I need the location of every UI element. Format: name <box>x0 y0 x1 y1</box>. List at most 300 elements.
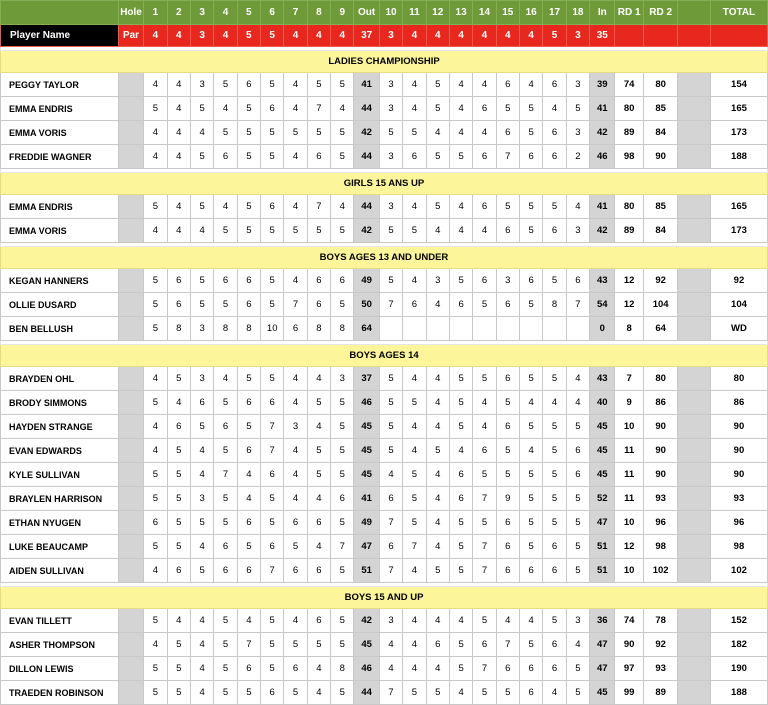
rd1-score: 11 <box>615 487 643 511</box>
player-row <box>1 559 768 583</box>
hole-score <box>449 317 472 341</box>
hole-score: 6 <box>237 293 260 317</box>
hole-score: 5 <box>214 681 237 705</box>
player-name: EMMA ENDRIS <box>1 195 119 219</box>
total-score: 90 <box>710 463 767 487</box>
hole-score: 4 <box>449 121 472 145</box>
hole-score: 6 <box>473 97 496 121</box>
hole-score: 4 <box>426 463 449 487</box>
hole-score: 6 <box>214 145 237 169</box>
hole-score: 5 <box>144 269 167 293</box>
hole-score: 5 <box>307 391 330 415</box>
in-score: 40 <box>590 391 615 415</box>
hole-score: 5 <box>473 367 496 391</box>
hole-score: 4 <box>190 609 213 633</box>
hole-score: 5 <box>449 145 472 169</box>
rd1-score: 89 <box>615 219 643 243</box>
hole-score: 3 <box>566 121 589 145</box>
hole-score: 4 <box>403 367 426 391</box>
hole-score: 4 <box>190 219 213 243</box>
rd1-score: 74 <box>615 73 643 97</box>
hole-score: 4 <box>144 219 167 243</box>
total-score: 90 <box>710 415 767 439</box>
hole-score: 6 <box>543 219 566 243</box>
hole-score: 3 <box>566 219 589 243</box>
rd2-score: 80 <box>643 367 678 391</box>
par-spacer <box>118 97 143 121</box>
hole-score: 5 <box>426 439 449 463</box>
hole-score: 4 <box>237 463 260 487</box>
hole-score: 6 <box>167 269 190 293</box>
rd1-score: 80 <box>615 195 643 219</box>
out-score: 51 <box>354 559 379 583</box>
hole-score: 2 <box>566 145 589 169</box>
blank-cell <box>678 511 711 535</box>
in-label: In <box>590 1 615 25</box>
blank-cell <box>678 609 711 633</box>
total-score: 93 <box>710 487 767 511</box>
hole-score: 4 <box>331 97 354 121</box>
player-row <box>1 535 768 559</box>
hole-score: 5 <box>449 269 472 293</box>
hole-score: 5 <box>379 391 402 415</box>
hole-score: 6 <box>496 415 519 439</box>
rd2-score: 90 <box>643 415 678 439</box>
hole-score: 5 <box>331 145 354 169</box>
par-value: 3 <box>190 25 213 47</box>
rd2-score: 102 <box>643 559 678 583</box>
hole-score: 4 <box>426 609 449 633</box>
hole-score: 5 <box>379 367 402 391</box>
hole-score: 5 <box>307 439 330 463</box>
player-name: BRAYDEN OHL <box>1 367 119 391</box>
hole-score: 4 <box>403 195 426 219</box>
hole-score <box>520 317 543 341</box>
hole-score: 6 <box>284 317 307 341</box>
hole-score: 5 <box>403 219 426 243</box>
hole-score: 6 <box>307 145 330 169</box>
par-blank <box>615 25 643 47</box>
hole-score: 5 <box>261 633 284 657</box>
blank-cell <box>678 415 711 439</box>
header-blank <box>1 1 119 25</box>
par-spacer <box>118 269 143 293</box>
rd2-score: 85 <box>643 97 678 121</box>
hole-score: 6 <box>566 463 589 487</box>
hole-score: 6 <box>520 145 543 169</box>
hole-score: 4 <box>144 73 167 97</box>
hole-score <box>403 317 426 341</box>
rd1-score: 74 <box>615 609 643 633</box>
hole-score: 5 <box>331 121 354 145</box>
hole-score: 4 <box>520 439 543 463</box>
hole-score: 5 <box>214 609 237 633</box>
par-value: 4 <box>520 25 543 47</box>
hole-score: 7 <box>379 681 402 705</box>
out-label: Out <box>354 1 379 25</box>
par-spacer <box>118 511 143 535</box>
hole-score: 4 <box>144 633 167 657</box>
rd1-score: 12 <box>615 269 643 293</box>
hole-score: 5 <box>543 463 566 487</box>
hole-score: 4 <box>284 609 307 633</box>
par-value: 4 <box>449 25 472 47</box>
in-score: 43 <box>590 269 615 293</box>
rd1-score: 10 <box>615 415 643 439</box>
hole-score: 6 <box>543 535 566 559</box>
blank-cell <box>678 633 711 657</box>
hole-score: 6 <box>261 391 284 415</box>
hole-score: 4 <box>144 145 167 169</box>
hole-score: 3 <box>566 73 589 97</box>
in-score: 47 <box>590 511 615 535</box>
rd1-score: 90 <box>615 633 643 657</box>
rd1-score: 11 <box>615 439 643 463</box>
total-score: 92 <box>710 269 767 293</box>
total-score: 86 <box>710 391 767 415</box>
hole-score: 4 <box>473 415 496 439</box>
par-value: 4 <box>214 25 237 47</box>
rd1-score: 10 <box>615 559 643 583</box>
total-score: WD <box>710 317 767 341</box>
par-spacer <box>118 391 143 415</box>
hole-score: 8 <box>331 317 354 341</box>
in-score: 0 <box>590 317 615 341</box>
out-score: 44 <box>354 145 379 169</box>
par-value: 5 <box>237 25 260 47</box>
player-name: BRODY SIMMONS <box>1 391 119 415</box>
hole-score: 5 <box>331 609 354 633</box>
hole-score: 5 <box>566 657 589 681</box>
hole-score: 5 <box>403 487 426 511</box>
blank-cell <box>678 293 711 317</box>
rd2-score: 98 <box>643 535 678 559</box>
hole-score <box>543 317 566 341</box>
hole-score: 5 <box>261 609 284 633</box>
out-score: 41 <box>354 487 379 511</box>
hole-score: 5 <box>426 97 449 121</box>
hole-score: 5 <box>307 463 330 487</box>
hole-score: 3 <box>379 609 402 633</box>
hole-score: 4 <box>307 681 330 705</box>
hole-score: 4 <box>167 219 190 243</box>
hole-score: 6 <box>496 511 519 535</box>
hole-score: 5 <box>214 391 237 415</box>
hole-score: 7 <box>261 439 284 463</box>
hole-score: 5 <box>237 681 260 705</box>
hole-score: 6 <box>167 293 190 317</box>
hole-score: 6 <box>496 121 519 145</box>
hole-score: 7 <box>261 415 284 439</box>
hole-score: 4 <box>566 195 589 219</box>
hole-score: 4 <box>144 121 167 145</box>
hole-score: 6 <box>449 293 472 317</box>
hole-score: 4 <box>331 195 354 219</box>
hole-score: 5 <box>520 121 543 145</box>
hole-score: 7 <box>473 487 496 511</box>
rd2-score: 93 <box>643 657 678 681</box>
hole-score: 5 <box>449 391 472 415</box>
par-value: 5 <box>543 25 566 47</box>
hole-score: 5 <box>144 391 167 415</box>
hole-number: 11 <box>403 1 426 25</box>
hole-score: 5 <box>167 681 190 705</box>
hole-score: 5 <box>214 633 237 657</box>
hole-score: 5 <box>261 269 284 293</box>
hole-score: 4 <box>403 609 426 633</box>
hole-score: 7 <box>473 657 496 681</box>
hole-score: 6 <box>379 535 402 559</box>
hole-score: 4 <box>403 559 426 583</box>
hole-score: 6 <box>543 657 566 681</box>
hole-score: 5 <box>543 195 566 219</box>
blank-cell <box>678 439 711 463</box>
hole-score: 4 <box>284 145 307 169</box>
total-score: 154 <box>710 73 767 97</box>
hole-score: 5 <box>496 681 519 705</box>
hole-score: 6 <box>307 559 330 583</box>
out-score: 47 <box>354 535 379 559</box>
hole-score: 5 <box>331 415 354 439</box>
hole-score: 5 <box>331 559 354 583</box>
hole-score: 5 <box>144 463 167 487</box>
hole-score: 6 <box>214 415 237 439</box>
hole-score: 4 <box>426 657 449 681</box>
hole-score: 4 <box>449 681 472 705</box>
hole-score: 4 <box>520 73 543 97</box>
section-title: GIRLS 15 ANS UP <box>1 173 768 195</box>
rd1-score: 10 <box>615 511 643 535</box>
hole-score: 6 <box>261 463 284 487</box>
hole-score: 4 <box>144 439 167 463</box>
par-spacer <box>118 121 143 145</box>
par-spacer <box>118 681 143 705</box>
hole-score: 5 <box>284 121 307 145</box>
player-row <box>1 609 768 633</box>
hole-score: 6 <box>403 145 426 169</box>
hole-score: 5 <box>449 633 472 657</box>
total-score: 104 <box>710 293 767 317</box>
total-score: 96 <box>710 511 767 535</box>
hole-score: 6 <box>473 269 496 293</box>
hole-number: 14 <box>473 1 496 25</box>
hole-score: 5 <box>403 463 426 487</box>
hole-score: 7 <box>307 195 330 219</box>
player-name: OLLIE DUSARD <box>1 293 119 317</box>
hole-score: 5 <box>379 121 402 145</box>
hole-score: 4 <box>520 391 543 415</box>
rd1-score: 11 <box>615 463 643 487</box>
player-row <box>1 293 768 317</box>
hole-score: 5 <box>449 367 472 391</box>
hole-score: 6 <box>167 559 190 583</box>
hole-number: 3 <box>190 1 213 25</box>
hole-score: 6 <box>331 269 354 293</box>
total-score: 165 <box>710 195 767 219</box>
hole-score: 4 <box>543 97 566 121</box>
hole-score: 6 <box>214 535 237 559</box>
par-blank <box>643 25 678 47</box>
hole-score: 4 <box>167 73 190 97</box>
par-value: 4 <box>167 25 190 47</box>
hole-score: 5 <box>190 511 213 535</box>
hole-score: 4 <box>566 367 589 391</box>
par-value: 4 <box>426 25 449 47</box>
hole-score: 5 <box>307 633 330 657</box>
rd1-score: 89 <box>615 121 643 145</box>
player-name: ASHER THOMPSON <box>1 633 119 657</box>
hole-score: 6 <box>307 269 330 293</box>
hole-score: 6 <box>284 657 307 681</box>
hole-score: 5 <box>566 511 589 535</box>
hole-score: 5 <box>307 73 330 97</box>
hole-score: 4 <box>307 487 330 511</box>
player-row <box>1 269 768 293</box>
player-name: LUKE BEAUCAMP <box>1 535 119 559</box>
hole-score: 4 <box>284 439 307 463</box>
hole-score: 5 <box>214 511 237 535</box>
player-row <box>1 145 768 169</box>
rd1-score: 98 <box>615 145 643 169</box>
hole-score: 5 <box>379 439 402 463</box>
player-row <box>1 439 768 463</box>
out-score: 46 <box>354 391 379 415</box>
hole-score: 5 <box>237 195 260 219</box>
hole-score: 6 <box>307 609 330 633</box>
hole-score: 5 <box>261 121 284 145</box>
hole-score: 5 <box>214 439 237 463</box>
hole-score: 4 <box>473 391 496 415</box>
hole-score: 5 <box>214 73 237 97</box>
hole-score: 5 <box>520 633 543 657</box>
hole-score: 6 <box>496 535 519 559</box>
hole-score: 5 <box>403 391 426 415</box>
hole-score: 4 <box>144 559 167 583</box>
hole-score: 6 <box>520 681 543 705</box>
hole-score: 3 <box>379 195 402 219</box>
total-score: 98 <box>710 535 767 559</box>
player-row <box>1 681 768 705</box>
hole-score: 4 <box>167 97 190 121</box>
in-score: 45 <box>590 681 615 705</box>
hole-score: 5 <box>144 317 167 341</box>
hole-score: 5 <box>261 657 284 681</box>
hole-score: 4 <box>190 535 213 559</box>
rd2-score: 92 <box>643 633 678 657</box>
hole-score: 5 <box>307 219 330 243</box>
total-score: 152 <box>710 609 767 633</box>
hole-score: 5 <box>190 195 213 219</box>
hole-score: 4 <box>167 145 190 169</box>
hole-score: 5 <box>284 681 307 705</box>
rd2-score: 90 <box>643 439 678 463</box>
hole-score: 3 <box>190 487 213 511</box>
hole-score: 6 <box>237 559 260 583</box>
section-header <box>1 345 768 367</box>
player-row <box>1 415 768 439</box>
in-score: 43 <box>590 367 615 391</box>
out-score: 42 <box>354 219 379 243</box>
hole-score: 4 <box>403 269 426 293</box>
hole-score: 7 <box>237 633 260 657</box>
hole-score: 5 <box>144 681 167 705</box>
hole-score: 5 <box>473 609 496 633</box>
hole-score: 5 <box>426 681 449 705</box>
par-spacer <box>118 415 143 439</box>
hole-score: 5 <box>261 367 284 391</box>
out-score: 44 <box>354 97 379 121</box>
hole-score: 4 <box>284 367 307 391</box>
section-header <box>1 247 768 269</box>
par-spacer <box>118 219 143 243</box>
in-score: 51 <box>590 559 615 583</box>
player-name: TRAEDEN ROBINSON <box>1 681 119 705</box>
par-spacer <box>118 535 143 559</box>
hole-score: 5 <box>331 681 354 705</box>
hole-score: 4 <box>426 535 449 559</box>
player-row <box>1 97 768 121</box>
hole-score: 5 <box>190 269 213 293</box>
hole-score: 4 <box>403 415 426 439</box>
hole-score: 4 <box>426 487 449 511</box>
hole-score: 5 <box>167 463 190 487</box>
hole-score: 7 <box>379 559 402 583</box>
hole-score: 4 <box>426 391 449 415</box>
hole-number: 17 <box>543 1 566 25</box>
hole-score: 4 <box>284 195 307 219</box>
hole-score: 6 <box>496 559 519 583</box>
in-score: 42 <box>590 121 615 145</box>
section-title: BOYS AGES 13 AND UNDER <box>1 247 768 269</box>
blank-cell <box>678 195 711 219</box>
hole-score: 5 <box>566 681 589 705</box>
par-value: 4 <box>473 25 496 47</box>
hole-score: 5 <box>167 633 190 657</box>
hole-score: 7 <box>496 145 519 169</box>
hole-score: 5 <box>261 145 284 169</box>
player-name: EMMA VORIS <box>1 219 119 243</box>
hole-score: 6 <box>543 633 566 657</box>
player-name: ETHAN NYUGEN <box>1 511 119 535</box>
hole-score: 4 <box>426 121 449 145</box>
hole-score: 5 <box>449 511 472 535</box>
hole-score: 6 <box>473 195 496 219</box>
out-score: 46 <box>354 657 379 681</box>
player-row <box>1 195 768 219</box>
rd2-score: 64 <box>643 317 678 341</box>
hole-score: 7 <box>379 293 402 317</box>
hole-score: 5 <box>237 415 260 439</box>
hole-score <box>426 317 449 341</box>
player-name: EMMA VORIS <box>1 121 119 145</box>
hole-score: 5 <box>237 367 260 391</box>
hole-score: 4 <box>379 657 402 681</box>
rd1-score: 12 <box>615 535 643 559</box>
hole-score: 4 <box>307 657 330 681</box>
hole-score: 5 <box>167 535 190 559</box>
blank-cell <box>678 269 711 293</box>
hole-score: 5 <box>449 559 472 583</box>
hole-score: 5 <box>449 415 472 439</box>
in-score: 36 <box>590 609 615 633</box>
hole-score: 5 <box>520 463 543 487</box>
hole-number: 18 <box>566 1 589 25</box>
hole-score: 4 <box>190 633 213 657</box>
out-score: 50 <box>354 293 379 317</box>
par-value: 4 <box>496 25 519 47</box>
hole-score: 5 <box>520 367 543 391</box>
hole-score: 3 <box>379 73 402 97</box>
